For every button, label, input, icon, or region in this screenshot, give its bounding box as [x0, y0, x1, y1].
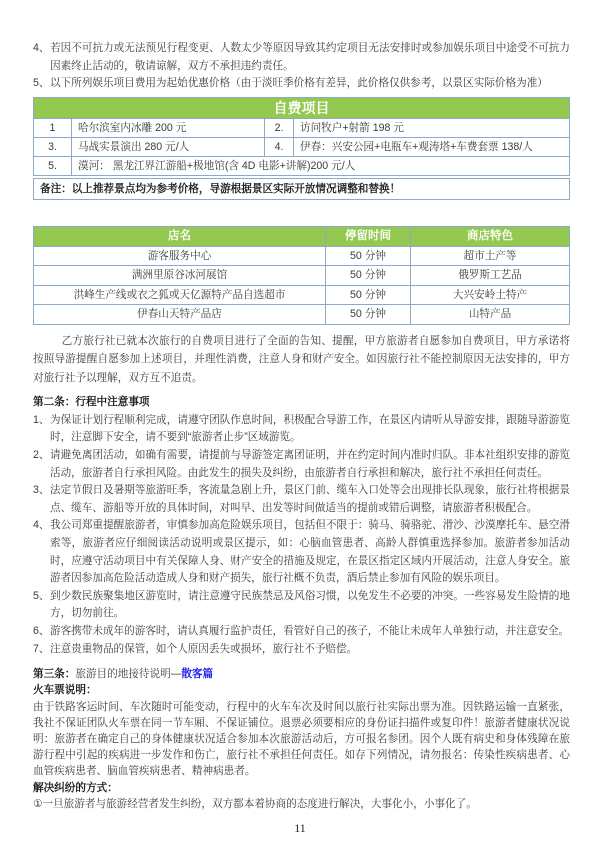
cell-item: 访问牧户+射箭 198 元 [294, 118, 570, 137]
cell-item: 哈尔滨室内冰雕 200 元 [72, 118, 265, 137]
clause-item [33, 623, 570, 641]
item-number: 1、 [33, 413, 50, 426]
shop-name-cell: 伊春山天特产品店 [34, 305, 326, 325]
item-number: 5、 [33, 77, 50, 90]
cell-number: 5. [34, 156, 72, 175]
item-text: 注意贵重物品的保管，如个人原因丢失或损坏，旅行社不予赔偿。 [50, 642, 358, 655]
item-text: 为保证计划行程顺利完成，请遵守团队作息时间，积极配合导游工作，在景区内请听从导游安排，跟随导游游览时，注意脚下安全，请不要到“旅游者止步”区域游览。 [50, 413, 570, 444]
dispute-heading: 解决纠纷的方式： [33, 781, 118, 794]
item-text: 我公司郑重提醒旅游者，审慎参加高危险娱乐项目，包括但不限于：骑马、骑骆驼、滑沙、沙漠摩托车、悬空滑索等，旅游者应仔细阅读活动说明或景区提示，如：心脑血管患者、高龄人群慎重选择参加。旅游者参加活动时，应遵守活动项目中有关保障人身、财产安全的措施及规定，在景区指定区域内开展活动，注意人身安全。旅游者因参加高危险活动造成人身和财产损失，旅行社概不负责，酒后禁止参加有风险的娱乐项目。 [50, 519, 570, 585]
clause-item [33, 641, 570, 659]
agreement-paragraph: 乙方旅行社已就本次旅行的自费项目进行了全面的告知、提醒，甲方旅游者自愿参加自费项目，甲方承诺将按照导游提醒自愿参加上述项目，并理性消费，注意人身和财产安全。如因旅行社不能控制原因无法安排的，甲方对旅行社予以理解，双方互不追责。 [33, 334, 570, 384]
self-pay-table [33, 97, 570, 176]
clause-item [33, 517, 570, 587]
item-text: 请避免离团活动，如确有需要，请提前与导游签定离团证明，并在约定时间内准时归队。非本社组织安排的游览活动，旅游者自行承担风险。由此发生的损失及纠纷，由旅游者自行承担和解决，旅行社不承担任何责任。 [50, 449, 570, 479]
item-text: 以下所列娱乐项目费用为起始优惠价格（由于淡旺季价格有差异，此价格仅供参考，以景区实际价格为准） [50, 77, 548, 90]
item-number: 3、 [33, 484, 50, 497]
cell-number: 1 [34, 118, 72, 137]
item-number: 2、 [33, 449, 50, 462]
item-number: 7、 [33, 642, 50, 655]
cell-number: 4. [265, 137, 294, 156]
shops-table [33, 226, 570, 325]
table-note: 备注：以上推荐景点均为参考价格，导游根据景区实际开放情况调整和替换！ [33, 178, 570, 200]
dispute-item: ①一旦旅游者与旅游经营者发生纠纷，双方都本着协商的态度进行解决，大事化小，小事化了。 [33, 797, 477, 810]
item-number: 6、 [33, 625, 50, 637]
stay-time-cell: 50 分钟 [326, 305, 411, 325]
table-row [34, 285, 570, 305]
clause-item [33, 447, 570, 482]
article3-heading-main: 旅游目的地接待说明— [75, 668, 182, 681]
item-text: 法定节假日及暑期等旅游旺季，客流量急剧上升，景区门前、缆车入口处等会出现排长队现象，旅行社将根据景点、缆车、游船等开放的具体时间，对叫早、出发等时间做适当的提前或错后调整，请旅游者积极配合。 [50, 484, 570, 514]
article2-clauses [33, 412, 570, 658]
stay-time-cell: 50 分钟 [326, 285, 411, 305]
table-title: 自费项目 [34, 97, 570, 118]
column-header-feature: 商店特色 [411, 226, 570, 246]
item-text: 到少数民族聚集地区游览时，请注意遵守民族禁忌及风俗习惯，以免发生不必要的冲突。一些容易发生险情的地方，切勿前往。 [50, 589, 570, 620]
item-text: 游客携带未成年的游客时，请认真履行监护责任，看管好自己的孩子，不能让未成年人单独行动，并注意安全。 [50, 625, 570, 637]
clause-item [33, 588, 570, 623]
cell-number: 2. [265, 118, 294, 137]
feature-cell: 俄罗斯工艺品 [411, 266, 570, 286]
table-row [34, 118, 570, 137]
table-row [34, 305, 570, 325]
shop-name-cell: 游客服务中心 [34, 246, 326, 266]
cell-item: 漠河： 黑龙江界江游船+极地馆(含 4D 电影+讲解)200 元/人 [72, 156, 570, 175]
table-row [34, 266, 570, 286]
article3-section [33, 666, 570, 812]
cell-number: 3. [34, 137, 72, 156]
feature-cell: 大兴安岭土特产 [411, 285, 570, 305]
feature-cell: 山特产品 [411, 305, 570, 325]
stay-time-cell: 50 分钟 [326, 266, 411, 286]
table-header-row [34, 97, 570, 118]
table-row [34, 246, 570, 266]
item-number: 4、 [33, 42, 50, 54]
cell-item: 伊春：兴安公园+电瓶车+观涛塔+车费套票 138/人 [294, 137, 570, 156]
intro-list-item [33, 40, 570, 75]
article3-heading [33, 666, 570, 682]
stay-time-cell: 50 分钟 [326, 246, 411, 266]
article2-heading: 第二条：行程中注意事项 [33, 396, 150, 409]
column-header-time: 停留时间 [326, 226, 411, 246]
table-header-row [34, 226, 570, 246]
item-text: 若因不可抗力或无法预见行程变更、人数太少等原因导致其约定项目无法安排时或参加娱乐项目中途受不可抗力因素终止活动的，敬请谅解，双方不承担违约责任。 [50, 42, 570, 72]
clause-item [33, 482, 570, 517]
feature-cell: 超市土产等 [411, 246, 570, 266]
article3-heading-highlight: 散客篇 [181, 668, 214, 681]
cell-item: 马战实景演出 280 元/人 [72, 137, 265, 156]
item-number: 5、 [33, 589, 50, 602]
shop-name-cell: 洪峰生产线或衣之狐或天亿源特产品自选超市 [34, 285, 326, 305]
train-ticket-heading: 火车票说明： [33, 684, 97, 697]
clause-item [33, 412, 570, 447]
article3-heading-prefix: 第三条： [33, 668, 76, 681]
table-row [34, 137, 570, 156]
shop-name-cell: 满洲里原谷冰河展馆 [34, 266, 326, 286]
train-ticket-text: 由于铁路客运时间、车次随时可能变动，行程中的火车车次及时间以旅行社实际出票为准。因铁路运输一直紧张，我社不保证团队火车票在同一节车厢、不保证铺位。退票必须要相应的身份证扫描件或复印件！旅游者健康状况说明：旅游者在确定自己的身体健康状况适合参加本次旅游活动后，方可报名参团。因个人既有病史和身体残障在旅游行程中引起的疾病进一步发作和伤亡，旅行社不承担任何责任。如存下列情况，请勿报名：传染性疾病患者、心血管疾病患者、脑血管疾病患者、精神病患者。 [33, 700, 570, 778]
table-row [34, 156, 570, 175]
intro-list-item [33, 75, 570, 93]
column-header-shop: 店名 [34, 226, 326, 246]
page-number: 11 [294, 821, 306, 835]
item-number: 4、 [33, 519, 50, 532]
